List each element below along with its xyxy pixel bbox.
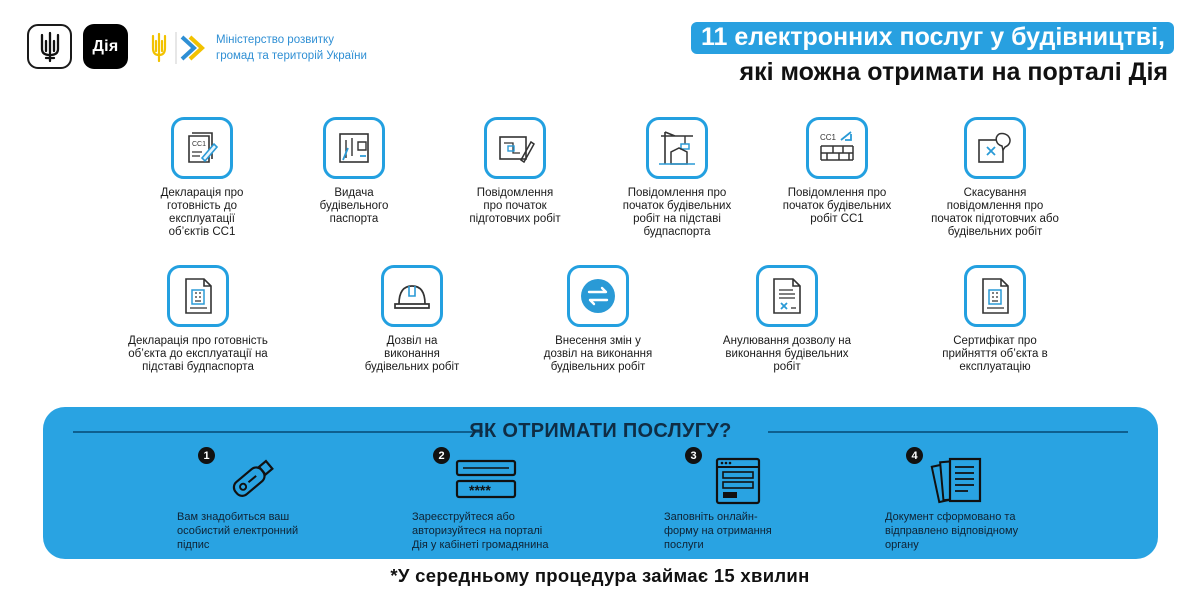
service-label: Повідомлення про початок підготовчих робіт [469,187,561,225]
how-to-title: ЯК ОТРИМАТИ ПОСЛУГУ? [469,420,732,442]
document-cross-icon [756,265,818,327]
ministry-name-line2: громад та територій України [216,50,367,62]
bricks-trowel-icon [806,117,868,179]
certificate-building-icon [964,265,1026,327]
usb-key-icon [214,455,286,507]
documents-stack-icon [922,455,994,507]
hard-hat-icon [381,265,443,327]
coat-of-arms-logo [27,24,72,69]
service-label: Дозвіл на виконання будівельних робіт [364,335,460,373]
crane-building-icon [646,117,708,179]
building-passport-icon [323,117,385,179]
ministry-name [216,32,367,64]
footnote: *У середньому процедура займає 15 хвилин [390,565,810,586]
service-label: Декларація про готовність до експлуатації об’єктів СС1 [160,187,244,238]
step-number: 1 [198,447,215,464]
service-item-permit-annulment [692,265,882,374]
page-title: які можна отримати на порталі Дія [739,58,1168,86]
service-item-permit-changes [503,265,693,374]
step-2 [412,447,693,557]
password-mask: **** [469,482,491,498]
service-item-construction-permit [317,265,507,374]
page-title-highlight: 11 електронних послуг у будівництві, [691,22,1174,54]
ministry-logo [148,28,367,68]
diia-logo: Дія [83,24,128,69]
how-to-panel [43,407,1158,559]
service-item-declaration-passport [103,265,293,374]
service-label: Скасування повідомлення про початок підготовчих або будівельних робіт [931,187,1059,238]
service-label: Внесення змін у дозвіл на виконання будівельних робіт [543,335,653,373]
service-item-cancel-notice [900,117,1090,239]
step-number: 2 [433,447,450,464]
login-form-icon [449,455,521,507]
step-text: Зареєструйтеся або авторизуйтеся на порталі Дія у кабінеті громадянина [412,511,549,551]
blueprint-pencil-icon [484,117,546,179]
online-form-icon [701,455,773,507]
service-label: Сертифікат про прийняття об’єкта в експлуатацію [942,335,1048,373]
exchange-arrows-icon [567,265,629,327]
step-number: 3 [685,447,702,464]
service-label: Видача будівельного паспорта [319,187,389,225]
service-label: Декларація про готовність об’єкта до експлуатації на підставі будпаспорта [128,335,268,373]
cancel-message-icon [964,117,1026,179]
ministry-name-line1: Міністерство розвитку [216,34,334,46]
step-4 [885,447,1158,557]
service-item-acceptance-certificate [900,265,1090,374]
service-label: Повідомлення про початок будівельних робіт на підставі будпаспорта [622,187,732,238]
step-text: Заповніть онлайн- форму на отримання послуги [664,511,772,551]
service-label: Анулювання дозволу на виконання будівельних робіт [722,335,852,373]
document-building-icon [167,265,229,327]
declaration-pen-icon [171,117,233,179]
step-number: 4 [906,447,923,464]
step-text: Документ сформовано та відправлено відповідному органу [885,511,1019,551]
service-label: Повідомлення про початок будівельних робіт СС1 [782,187,892,225]
svg-text:CC1: CC1 [192,141,207,148]
step-text: Вам знадобиться ваш особистий електронний підпис [177,511,299,551]
svg-text:CC1: CC1 [820,133,837,142]
ministry-emblem-icon [148,28,210,68]
tryzub-icon [37,31,63,63]
